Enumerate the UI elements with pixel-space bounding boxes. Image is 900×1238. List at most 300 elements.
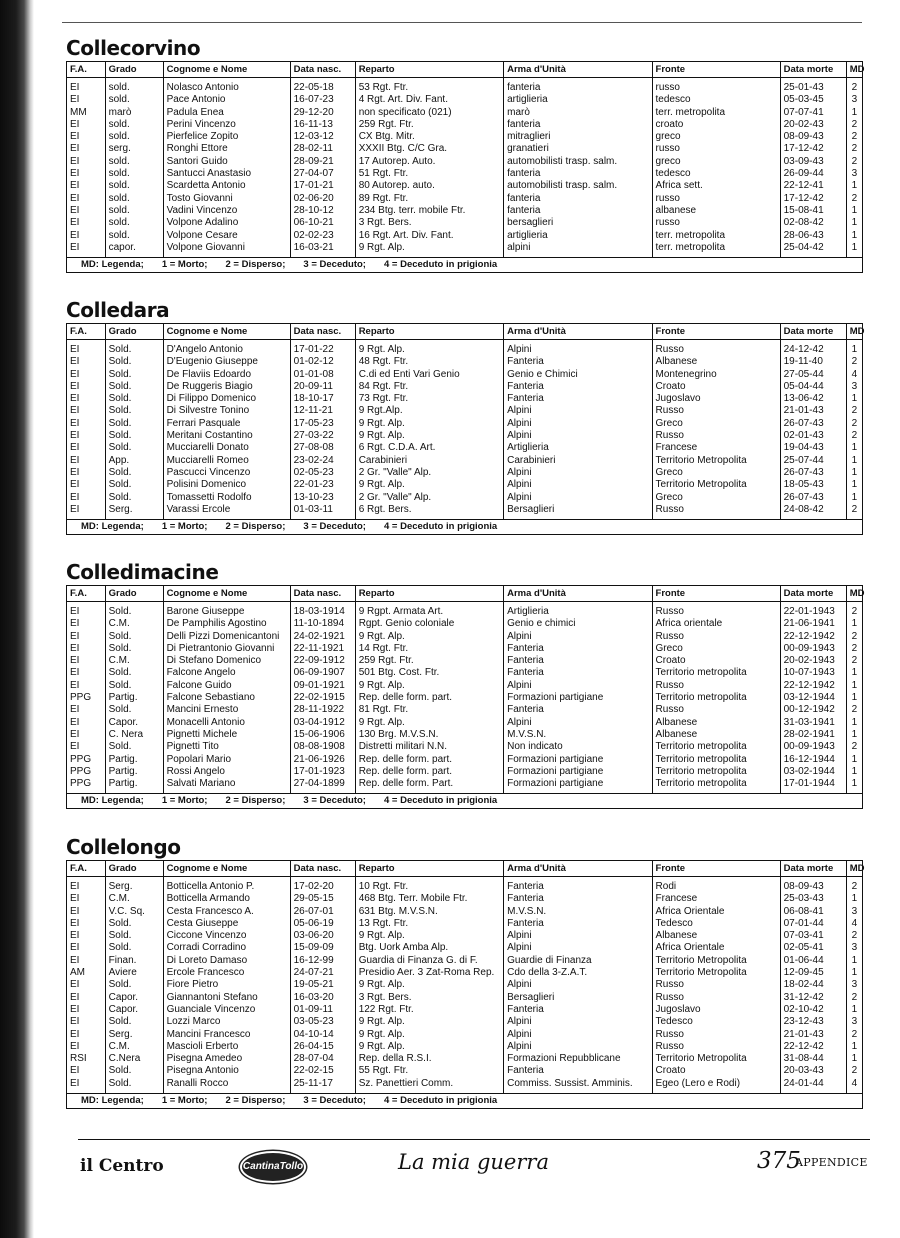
table-cell: croato — [652, 119, 780, 131]
table-cell: Territorio Metropolita — [652, 967, 780, 979]
table-cell: EI — [67, 602, 106, 619]
table-cell: Alpini — [504, 979, 652, 991]
table-cell: Guanciale Vincenzo — [163, 1004, 290, 1016]
table-cell: 11-10-1894 — [290, 618, 355, 630]
table-cell: Padula Enea — [163, 107, 290, 119]
table-cell: 27-04-1899 — [290, 778, 355, 794]
table-row — [67, 168, 863, 180]
table-cell: 2 — [851, 655, 858, 667]
table-cell: Montenegrino — [652, 369, 780, 381]
table-cell: 631 Btg. M.V.S.N. — [355, 906, 503, 918]
table-cell: 13-10-23 — [290, 492, 355, 504]
table-cell: EI — [67, 94, 106, 106]
legend-item: 4 = Deceduto in prigionia — [383, 521, 498, 533]
column-header: F.A. — [67, 62, 106, 78]
table-cell: 24-07-21 — [290, 967, 355, 979]
table-cell: automobilisti trasp. salm. — [504, 156, 652, 168]
table-cell: Territorio metropolita — [652, 692, 780, 704]
table-cell: 27-05-44 — [780, 369, 846, 381]
table-cell: Formazioni Repubblicane — [504, 1053, 652, 1065]
table-cell: automobilisti trasp. salm. — [504, 180, 652, 192]
table-cell: Pisegna Amedeo — [163, 1053, 290, 1065]
table-cell: Partig. — [105, 692, 163, 704]
table-cell: 1 — [851, 778, 858, 790]
table-cell: greco — [652, 156, 780, 168]
table-cell: 18-02-44 — [780, 979, 846, 991]
table-cell: 9 Rgt.Alp. — [355, 405, 503, 417]
table-cell: Bersaglieri — [504, 504, 652, 520]
table-cell: 1 — [851, 442, 858, 454]
table-row — [67, 766, 863, 778]
legend-item: 2 = Disperso; — [225, 259, 286, 271]
legend-item: 4 = Deceduto in prigionia — [383, 1095, 498, 1107]
table-cell: 23-02-24 — [290, 455, 355, 467]
table-cell: Sold. — [105, 1016, 163, 1028]
column-header: Data nasc. — [290, 861, 355, 877]
table-cell: Greco — [652, 643, 780, 655]
table-cell: 21-06-1941 — [780, 618, 846, 630]
table-cell: Egeo (Lero e Rodi) — [652, 1078, 780, 1094]
table-cell: 4 Rgt. Art. Div. Fant. — [355, 94, 503, 106]
table-cell: 02-02-23 — [290, 230, 355, 242]
table-cell: Sold. — [105, 405, 163, 417]
table-cell: non specificato (021) — [355, 107, 503, 119]
table-cell: 1 — [851, 393, 858, 405]
table-row — [67, 455, 863, 467]
table-cell: Rep. della R.S.I. — [355, 1053, 503, 1065]
column-header: Reparto — [355, 586, 503, 602]
table-cell: 06-08-41 — [780, 906, 846, 918]
legend-item: MD: Legenda; — [81, 795, 144, 807]
table-row — [67, 131, 863, 143]
table-cell: Ranalli Rocco — [163, 1078, 290, 1094]
table-cell: EI — [67, 340, 106, 357]
table-cell: 2 — [851, 741, 858, 753]
table-cell: 22-05-18 — [290, 78, 355, 95]
table-cell: 9 Rgt. Alp. — [355, 680, 503, 692]
column-header: Reparto — [355, 324, 503, 340]
table-cell: Volpone Cesare — [163, 230, 290, 242]
table-cell: 31-12-42 — [780, 992, 846, 1004]
table-cell: 17-12-42 — [780, 193, 846, 205]
table-cell: 4 — [851, 368, 858, 380]
table-cell: EI — [67, 180, 106, 192]
table-cell: Serg. — [105, 504, 163, 520]
table-cell: 73 Rgt. Ftr. — [355, 393, 503, 405]
table-cell: 1 — [851, 217, 858, 229]
table-cell: 07-03-41 — [780, 930, 846, 942]
casualty-table — [66, 323, 863, 520]
table-row — [67, 356, 863, 368]
table-cell: EI — [67, 455, 106, 467]
table-cell: 1 — [851, 106, 858, 118]
column-header: Fronte — [652, 324, 780, 340]
table-cell: Mancini Ernesto — [163, 704, 290, 716]
table-cell: sold. — [105, 205, 163, 217]
table-cell: Guardie di Finanza — [504, 955, 652, 967]
scan-binding-edge — [0, 0, 34, 1238]
table-cell: Popolari Mario — [163, 754, 290, 766]
table-cell: Formazioni partigiane — [504, 754, 652, 766]
table-cell: 23-12-43 — [780, 1016, 846, 1028]
table-cell: 15-08-41 — [780, 205, 846, 217]
table-cell: Perini Vincenzo — [163, 119, 290, 131]
table-cell: 01-06-44 — [780, 955, 846, 967]
cantina-tollo-logo: CantinaTollo — [240, 1151, 306, 1183]
table-row — [67, 930, 863, 942]
table-cell: Sold. — [105, 340, 163, 357]
table-cell: 05-06-19 — [290, 918, 355, 930]
table-cell: Jugoslavo — [652, 1004, 780, 1016]
table-cell: Alpini — [504, 942, 652, 954]
table-cell: Rodi — [652, 877, 780, 894]
table-cell: Africa sett. — [652, 180, 780, 192]
table-cell: Sold. — [105, 667, 163, 679]
table-cell: russo — [652, 217, 780, 229]
table-cell: Pascucci Vincenzo — [163, 467, 290, 479]
table-cell: EI — [67, 1065, 106, 1077]
table-cell: 9 Rgt. Alp. — [355, 1041, 503, 1053]
table-cell: C.M. — [105, 618, 163, 630]
table-cell: 24-01-44 — [780, 1078, 846, 1094]
table-cell: App. — [105, 455, 163, 467]
table-cell: Pignetti Michele — [163, 729, 290, 741]
table-cell: tedesco — [652, 94, 780, 106]
table-cell: EI — [67, 741, 106, 753]
table-cell: Russo — [652, 602, 780, 619]
table-cell: Di Pietrantonio Giovanni — [163, 643, 290, 655]
table-cell: 14 Rgt. Ftr. — [355, 643, 503, 655]
table-cell: 2 — [851, 1065, 858, 1077]
table-cell: 26-07-43 — [780, 418, 846, 430]
table-cell: Alpini — [504, 1016, 652, 1028]
table-cell: 10 Rgt. Ftr. — [355, 877, 503, 894]
table-cell: 09-01-1921 — [290, 680, 355, 692]
table-cell: 1 — [851, 765, 858, 777]
table-cell: Russo — [652, 704, 780, 716]
table-cell: EI — [67, 78, 106, 95]
table-cell: 18-05-43 — [780, 479, 846, 491]
table-cell: V.C. Sq. — [105, 906, 163, 918]
table-cell: EI — [67, 877, 106, 894]
table-row — [67, 230, 863, 242]
legend-item: 2 = Disperso; — [225, 1095, 286, 1107]
table-cell: EI — [67, 680, 106, 692]
table-cell: 16-12-99 — [290, 955, 355, 967]
table-row — [67, 193, 863, 205]
table-cell: Fanteria — [504, 1065, 652, 1077]
table-cell: 2 — [851, 131, 858, 143]
table-cell: 9 Rgt. Alp. — [355, 1029, 503, 1041]
table-row — [67, 631, 863, 643]
column-header: Data morte — [780, 324, 846, 340]
table-cell: EI — [67, 217, 106, 229]
table-cell: 2 — [851, 1028, 858, 1040]
table-cell: Territorio Metropolita — [652, 1053, 780, 1065]
table-cell: serg. — [105, 143, 163, 155]
table-cell: mitraglieri — [504, 131, 652, 143]
table-cell: 2 — [851, 405, 858, 417]
table-row — [67, 1004, 863, 1016]
table-cell: 17-01-21 — [290, 180, 355, 192]
table-cell: Carabinieri — [504, 455, 652, 467]
table-cell: 1 — [851, 1040, 858, 1052]
table-cell: Mancini Francesco — [163, 1029, 290, 1041]
table-row — [67, 180, 863, 192]
table-cell: 07-07-41 — [780, 107, 846, 119]
appendix-label: APPENDICE — [795, 1156, 868, 1169]
md-legend — [66, 258, 863, 273]
table-cell: sold. — [105, 119, 163, 131]
table-cell: EI — [67, 618, 106, 630]
table-row — [67, 1065, 863, 1077]
table-cell: 26-07-01 — [290, 906, 355, 918]
table-cell: sold. — [105, 180, 163, 192]
table-cell: Russo — [652, 1029, 780, 1041]
table-cell: 48 Rgt. Ftr. — [355, 356, 503, 368]
table-row — [67, 918, 863, 930]
table-cell: fanteria — [504, 168, 652, 180]
table-cell: tedesco — [652, 168, 780, 180]
table-cell: Di Filippo Domenico — [163, 393, 290, 405]
column-header: Data morte — [780, 586, 846, 602]
table-cell: Fanteria — [504, 1004, 652, 1016]
table-cell: EI — [67, 193, 106, 205]
table-cell: Artiglieria — [504, 602, 652, 619]
table-row — [67, 692, 863, 704]
table-cell: Di Loreto Damaso — [163, 955, 290, 967]
table-cell: Sold. — [105, 602, 163, 619]
table-cell: 02-10-42 — [780, 1004, 846, 1016]
table-cell: Sz. Panettieri Comm. — [355, 1078, 503, 1094]
table-row — [67, 107, 863, 119]
table-cell: Fanteria — [504, 393, 652, 405]
table-cell: Commiss. Sussist. Amminis. — [504, 1078, 652, 1094]
table-cell: Volpone Adalino — [163, 217, 290, 229]
table-cell: EI — [67, 442, 106, 454]
column-header: MD — [846, 324, 862, 340]
table-row — [67, 754, 863, 766]
section-collecorvino — [66, 37, 863, 273]
table-cell: sold. — [105, 131, 163, 143]
table-cell: Rep. delle form. part. — [355, 766, 503, 778]
table-cell: 6 Rgt. C.D.A. Art. — [355, 442, 503, 454]
table-cell: 16-12-1944 — [780, 754, 846, 766]
table-cell: Fanteria — [504, 704, 652, 716]
table-row — [67, 381, 863, 393]
table-cell: 9 Rgt. Alp. — [355, 979, 503, 991]
table-cell: 12-03-12 — [290, 131, 355, 143]
table-cell: Territorio metropolita — [652, 778, 780, 794]
table-cell: EI — [67, 205, 106, 217]
column-header: MD — [846, 62, 862, 78]
table-cell: 21-06-1926 — [290, 754, 355, 766]
table-cell: Alpini — [504, 430, 652, 442]
table-cell: 3 — [851, 942, 858, 954]
table-cell: 3 — [851, 905, 858, 917]
table-cell: Alpini — [504, 340, 652, 357]
table-cell: 08-08-1908 — [290, 741, 355, 753]
table-cell: MM — [67, 107, 106, 119]
column-header: Data nasc. — [290, 586, 355, 602]
table-cell: 02-05-41 — [780, 942, 846, 954]
table-cell: 2 — [851, 192, 858, 204]
table-cell: EI — [67, 405, 106, 417]
table-cell: Partig. — [105, 778, 163, 794]
table-cell: Russo — [652, 631, 780, 643]
table-cell: 1 — [851, 204, 858, 216]
table-cell: 05-04-44 — [780, 381, 846, 393]
table-cell: 25-07-44 — [780, 455, 846, 467]
table-cell: Alpini — [504, 1041, 652, 1053]
table-cell: 16-03-21 — [290, 242, 355, 258]
table-row — [67, 442, 863, 454]
table-cell: Russo — [652, 680, 780, 692]
table-cell: Capor. — [105, 717, 163, 729]
table-cell: 1 — [851, 753, 858, 765]
table-cell: 10-07-1943 — [780, 667, 846, 679]
table-cell: 25-03-43 — [780, 893, 846, 905]
table-cell: 1 — [851, 1053, 858, 1065]
legend-item: 1 = Morto; — [161, 795, 208, 807]
table-cell: 27-03-22 — [290, 430, 355, 442]
column-header: Cognome e Nome — [163, 324, 290, 340]
table-cell: Sold. — [105, 942, 163, 954]
table-cell: Volpone Giovanni — [163, 242, 290, 258]
table-cell: 25-04-42 — [780, 242, 846, 258]
table-cell: 21-01-43 — [780, 405, 846, 417]
table-row — [67, 393, 863, 405]
table-cell: 2 — [851, 930, 858, 942]
table-cell: 28-10-12 — [290, 205, 355, 217]
table-cell: 04-10-14 — [290, 1029, 355, 1041]
column-header: MD — [846, 861, 862, 877]
table-cell: sold. — [105, 168, 163, 180]
table-cell: Sold. — [105, 492, 163, 504]
table-cell: 1 — [851, 679, 858, 691]
table-cell: EI — [67, 393, 106, 405]
casualty-table — [66, 585, 863, 794]
table-cell: 2 — [851, 630, 858, 642]
page-number: 375 — [757, 1148, 801, 1174]
table-cell: 22-12-1942 — [780, 680, 846, 692]
table-cell: 17-01-1944 — [780, 778, 846, 794]
table-cell: sold. — [105, 94, 163, 106]
table-cell: Jugoslavo — [652, 393, 780, 405]
table-cell: 22-11-1921 — [290, 643, 355, 655]
table-cell: 468 Btg. Terr. Mobile Ftr. — [355, 893, 503, 905]
column-header: Arma d'Unità — [504, 861, 652, 877]
table-cell: Pignetti Tito — [163, 741, 290, 753]
table-cell: Francese — [652, 893, 780, 905]
table-cell: EI — [67, 704, 106, 716]
table-row — [67, 729, 863, 741]
table-cell: Sold. — [105, 430, 163, 442]
table-cell: 02-01-43 — [780, 430, 846, 442]
table-cell: Fanteria — [504, 655, 652, 667]
table-cell: EI — [67, 655, 106, 667]
table-cell: terr. metropolita — [652, 230, 780, 242]
table-row — [67, 504, 863, 520]
table-cell: 9 Rgt. Alp. — [355, 430, 503, 442]
table-cell: fanteria — [504, 119, 652, 131]
table-cell: Botticella Armando — [163, 893, 290, 905]
column-header: Grado — [105, 586, 163, 602]
table-cell: capor. — [105, 242, 163, 258]
table-row — [67, 467, 863, 479]
table-cell: EI — [67, 418, 106, 430]
table-cell: 26-04-15 — [290, 1041, 355, 1053]
table-cell: 4 — [851, 1077, 858, 1089]
table-cell: Delli Pizzi Domenicantoni — [163, 631, 290, 643]
table-cell: 6 Rgt. Bers. — [355, 504, 503, 520]
book-title: La mia guerra — [398, 1150, 549, 1174]
table-cell: 19-11-40 — [780, 356, 846, 368]
table-cell: Albanese — [652, 930, 780, 942]
table-cell: Territorio metropolita — [652, 754, 780, 766]
table-cell: EI — [67, 168, 106, 180]
table-cell: Fiore Pietro — [163, 979, 290, 991]
table-cell: Russo — [652, 504, 780, 520]
table-cell: D'Eugenio Giuseppe — [163, 356, 290, 368]
table-cell: Sold. — [105, 631, 163, 643]
table-cell: Sold. — [105, 381, 163, 393]
table-cell: Croato — [652, 655, 780, 667]
table-cell: 2 — [851, 82, 858, 93]
table-cell: 28-06-43 — [780, 230, 846, 242]
legend-item: 4 = Deceduto in prigionia — [383, 259, 498, 271]
newspaper-brand: il Centro — [80, 1156, 164, 1176]
table-row — [67, 877, 863, 894]
section-title: Collelongo — [66, 835, 181, 859]
table-cell: sold. — [105, 230, 163, 242]
table-cell: Formazioni partigiane — [504, 692, 652, 704]
table-cell: Alpini — [504, 492, 652, 504]
table-cell: 81 Rgt. Ftr. — [355, 704, 503, 716]
table-cell: 05-03-45 — [780, 94, 846, 106]
table-cell: 1 — [851, 1003, 858, 1015]
legend-item: 2 = Disperso; — [225, 795, 286, 807]
table-cell: 89 Rgt. Ftr. — [355, 193, 503, 205]
table-cell: Greco — [652, 492, 780, 504]
table-cell: PPG — [67, 766, 106, 778]
table-cell: Alpini — [504, 405, 652, 417]
table-cell: EI — [67, 242, 106, 258]
table-cell: EI — [67, 143, 106, 155]
table-cell: 4 — [851, 917, 858, 929]
column-header: Data morte — [780, 62, 846, 78]
table-cell: Alpini — [504, 467, 652, 479]
table-cell: EI — [67, 643, 106, 655]
table-cell: 80 Autorep. auto. — [355, 180, 503, 192]
table-cell: De Ruggeris Biagio — [163, 381, 290, 393]
table-cell: russo — [652, 193, 780, 205]
table-row — [67, 893, 863, 905]
table-cell: 3 — [851, 380, 858, 392]
table-cell: 9 Rgt. Alp. — [355, 479, 503, 491]
table-cell: Carabinieri — [355, 455, 503, 467]
table-cell: 26-07-43 — [780, 492, 846, 504]
table-header-row — [67, 324, 863, 340]
table-cell: Alpini — [504, 717, 652, 729]
table-cell: Fanteria — [504, 877, 652, 894]
table-row — [67, 242, 863, 258]
table-cell: 22-02-1915 — [290, 692, 355, 704]
table-cell: EI — [67, 729, 106, 741]
table-cell: De Pamphilis Agostino — [163, 618, 290, 630]
column-header: Arma d'Unità — [504, 62, 652, 78]
table-row — [67, 1041, 863, 1053]
